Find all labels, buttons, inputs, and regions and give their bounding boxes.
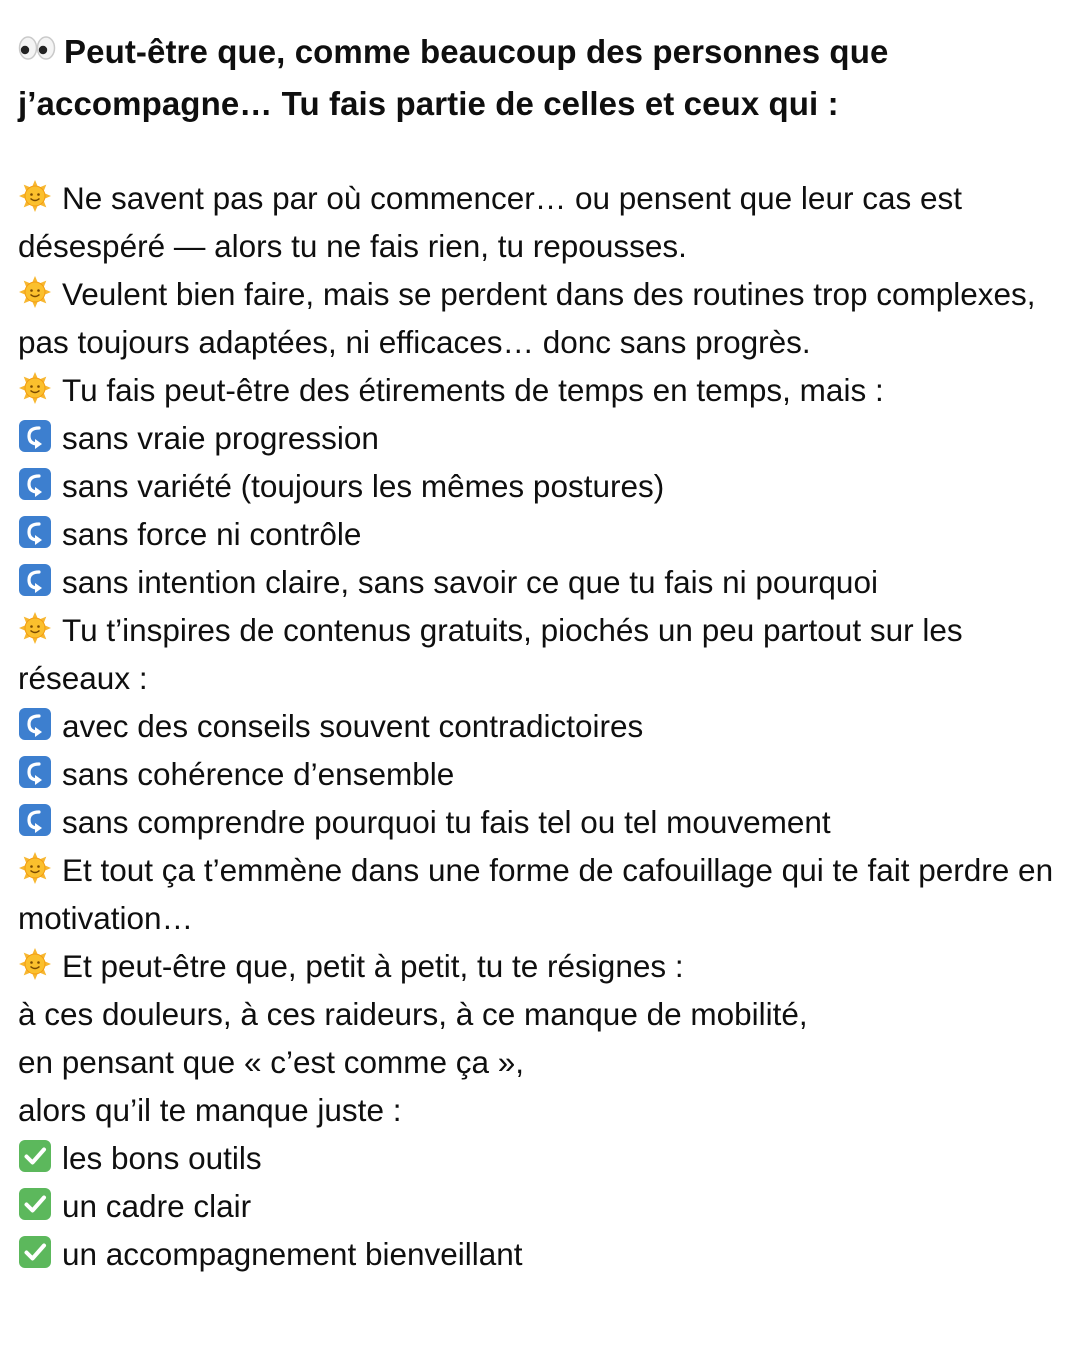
body-line	[18, 1086, 1074, 1134]
return-arrow-icon	[18, 467, 52, 501]
sun-icon	[18, 179, 52, 213]
body-line-text: sans variété (toujours les mêmes postures)	[62, 468, 665, 504]
body-line-text: sans force ni contrôle	[62, 516, 362, 552]
body-line	[18, 702, 1074, 750]
body-line-text: sans cohérence d’ensemble	[62, 756, 455, 792]
body-line	[18, 1182, 1074, 1230]
return-arrow-icon	[18, 563, 52, 597]
check-mark-icon	[18, 1187, 52, 1221]
body-line	[18, 270, 1074, 366]
body-line-text: les bons outils	[62, 1140, 262, 1176]
body-line-text: Et peut-être que, petit à petit, tu te résignes :	[62, 948, 684, 984]
body-line	[18, 750, 1074, 798]
body-line	[18, 798, 1074, 846]
check-mark-icon	[18, 1235, 52, 1269]
body-line-text: en pensant que « c’est comme ça »,	[18, 1044, 525, 1080]
body-line	[18, 1230, 1074, 1278]
body-line-text: un cadre clair	[62, 1188, 252, 1224]
body-line	[18, 846, 1074, 942]
sun-icon	[18, 851, 52, 885]
post-content	[18, 26, 1074, 1278]
return-arrow-icon	[18, 419, 52, 453]
body-line-text: un accompagnement bienveillant	[62, 1236, 523, 1272]
body-line-text: sans intention claire, sans savoir ce que tu fais ni pourquoi	[62, 564, 878, 600]
check-mark-icon	[18, 1139, 52, 1173]
post-heading	[18, 26, 1074, 130]
body-line	[18, 942, 1074, 990]
body-line	[18, 1134, 1074, 1182]
sun-icon	[18, 947, 52, 981]
body-line-text: avec des conseils souvent contradictoires	[62, 708, 644, 744]
return-arrow-icon	[18, 803, 52, 837]
sun-icon	[18, 371, 52, 405]
body-line-text: sans comprendre pourquoi tu fais tel ou tel mouvement	[62, 804, 831, 840]
body-line-text: Et tout ça t’emmène dans une forme de cafouillage qui te fait perdre en motivation…	[18, 852, 1054, 936]
eyes-icon	[18, 31, 56, 65]
body-line-text: Tu fais peut-être des étirements de temps en temps, mais :	[62, 372, 884, 408]
body-line-text: sans vraie progression	[62, 420, 379, 456]
body-line-text: alors qu’il te manque juste :	[18, 1092, 402, 1128]
sun-icon	[18, 611, 52, 645]
body-line-text: Ne savent pas par où commencer… ou pensent que leur cas est désespéré — alors tu ne fais rien, tu repousses.	[18, 180, 962, 264]
post-body	[18, 174, 1074, 1278]
return-arrow-icon	[18, 755, 52, 789]
body-line-text: Veulent bien faire, mais se perdent dans des routines trop complexes, pas toujours adaptées, ni efficaces… donc sans progrès.	[18, 276, 1036, 360]
body-line-text: Tu t’inspires de contenus gratuits, piochés un peu partout sur les réseaux :	[18, 612, 963, 696]
body-line	[18, 606, 1074, 702]
body-line	[18, 558, 1074, 606]
sun-icon	[18, 275, 52, 309]
return-arrow-icon	[18, 707, 52, 741]
body-line	[18, 990, 1074, 1038]
body-line	[18, 366, 1074, 414]
body-line	[18, 174, 1074, 270]
return-arrow-icon	[18, 515, 52, 549]
body-line-text: à ces douleurs, à ces raideurs, à ce manque de mobilité,	[18, 996, 808, 1032]
heading-text: Peut-être que, comme beaucoup des personnes que j’accompagne… Tu fais partie de celles et ceux qui :	[18, 33, 889, 122]
body-line	[18, 510, 1074, 558]
body-line	[18, 414, 1074, 462]
body-line	[18, 1038, 1074, 1086]
body-line	[18, 462, 1074, 510]
